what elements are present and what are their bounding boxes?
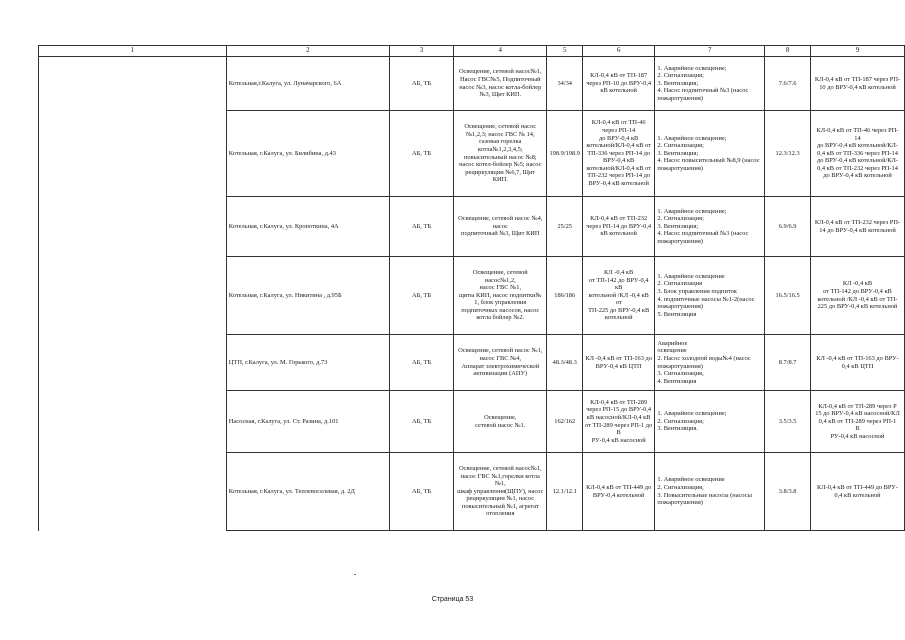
text-line: котельной/КЛ-0,4 кВ от — [586, 142, 651, 150]
text-line: насос ГВС №1, — [479, 284, 522, 292]
text-line: котельной — [604, 314, 633, 322]
equipment-list — [454, 453, 547, 531]
text-line: 1. Аварийное освещение — [657, 476, 725, 484]
table-body — [39, 57, 905, 531]
text-line: 0,4 кВ от ТП-336 через РП-14 — [817, 149, 898, 157]
text-line: до ВРУ-0,4 кВ — [599, 134, 639, 142]
text-line: щиты КИП, насос подпитки№ — [458, 291, 542, 299]
text-line: №1, — [494, 480, 506, 488]
text-line: Освещение, сетевой насос №1, — [458, 347, 543, 355]
text-line: КЛ-0,4 кВ от ТП-232 — [590, 215, 648, 223]
reserve-power: 3.8/3.8 — [765, 453, 811, 531]
text-line: КЛ-0,4 кВ от ТП-449 до ВРУ- — [817, 483, 898, 491]
column-header-5: 5 — [547, 46, 583, 57]
text-line: шкаф управления(ЩПУ), насос — [457, 487, 544, 495]
table-row — [39, 391, 905, 453]
text-line: повысительный насос №8; — [463, 153, 537, 161]
equipment-list — [454, 391, 547, 453]
empty-cell — [39, 57, 227, 111]
facility-name: Насосная, г.Калуга, ул. Ст. Разина, д.101 — [226, 391, 389, 453]
empty-cell — [39, 257, 227, 335]
text-line: 1. Аварийное освещение — [657, 272, 725, 280]
text-line: котельной/КЛ-0,4 кВ от — [586, 164, 651, 172]
data-table — [38, 45, 905, 531]
text-line: 10 до ВРУ-0,4 кВ котельной — [819, 83, 896, 91]
text-line: 14 до ВРУ-0,4 кВ котельной — [819, 226, 896, 234]
reserve-power: 3.5/3.5 — [765, 391, 811, 453]
empty-cell — [39, 111, 227, 197]
text-line: 0,4 кВ от ТП-232 через РП-14 — [817, 164, 898, 172]
power-value: 162/162 — [547, 391, 583, 453]
reserve-supply — [810, 111, 904, 197]
text-line: 3. Вентиляция; — [657, 149, 699, 157]
text-line: ВРУ-0,4 кВ — [603, 157, 635, 165]
text-line: кВ котельной — [600, 230, 637, 238]
empty-cell — [39, 335, 227, 391]
column-header-2: 2 — [226, 46, 389, 57]
battery-type: АБ, ТБ — [389, 335, 453, 391]
text-line: котла бойлер №2. — [476, 314, 525, 322]
text-line: №3, Щит КИП. — [479, 91, 522, 99]
reserve-supply — [810, 257, 904, 335]
power-value: 34/34 — [547, 57, 583, 111]
text-line: котельной /КЛ -0,4 кВ от — [588, 291, 649, 307]
facility-name: Котельная, г.Калуга, ул. Теплевоселевая, д. 2Д — [226, 453, 389, 531]
facility-name: Котельная,г.Калуга, ул. Луначарского, 6А — [226, 57, 389, 111]
text-line: 0,4 кВ котельной — [834, 491, 881, 499]
text-line: газовая горелка — [479, 138, 522, 146]
power-value: 48.3/48.3 — [547, 335, 583, 391]
text-line: РУ-0,4 кВ насосной — [591, 436, 646, 444]
text-line: пожаротушения) — [657, 303, 703, 311]
text-line: ТП-336 через РП-14 до — [587, 149, 651, 157]
text-line: 4. Насос подпиточный №3 (насос — [657, 87, 749, 95]
supply-line — [583, 197, 655, 257]
text-line: В — [616, 429, 621, 437]
supply-line — [583, 111, 655, 197]
text-line: через РП-14 — [602, 126, 636, 134]
scan-speck — [354, 574, 356, 575]
text-line: ТП-225 до ВРУ-0,4 кВ — [588, 306, 650, 314]
equipment-list — [454, 57, 547, 111]
text-line: 4. Вентиляция — [657, 377, 697, 385]
table-row — [39, 57, 905, 111]
text-line: ВРУ-0,4 котельной — [592, 491, 645, 499]
column-header-8: 8 — [765, 46, 811, 57]
text-line: до ВРУ-0,4 кВ котельной/КЛ- — [816, 157, 899, 165]
text-line: КЛ-0,4 кВ от ТП-449 до — [586, 483, 652, 491]
text-line: 14 — [854, 134, 861, 142]
column-header-3: 3 — [389, 46, 453, 57]
text-line: 3. Сигнализация, — [657, 370, 704, 378]
text-line: пожаротушения) — [657, 237, 703, 245]
text-line: через РП-14 до ВРУ-0,4 — [586, 222, 652, 230]
text-line: КЛ-0,4 кВ от ТП-187 через РП- — [814, 75, 901, 83]
text-line: 0,4 кВ ЦТП — [841, 362, 874, 370]
text-line: Насос ГВС№5, Подпиточный — [459, 75, 541, 83]
critical-consumers — [655, 111, 765, 197]
battery-type: АБ, ТБ — [389, 197, 453, 257]
text-line: освещение — [657, 347, 687, 355]
text-line: КЛ -0,4 кВ — [604, 268, 634, 276]
facility-name: Котельная, г.Калуга, ул. Никитина , д.95Б — [226, 257, 389, 335]
column-header-6: 6 — [583, 46, 655, 57]
text-line: от ТП-142 до ВРУ-0,4 кВ — [588, 276, 649, 292]
text-line: Освещение, сетевой насос№1, — [458, 464, 542, 472]
supply-line — [583, 257, 655, 335]
text-line: 2. Сигнализация; — [657, 215, 704, 223]
column-header-4: 4 — [454, 46, 547, 57]
text-line: до ВРУ-0,4 кВ котельной/КЛ- — [816, 142, 899, 150]
supply-line — [583, 335, 655, 391]
text-line: ВРУ-0,4 кВ котельной — [588, 180, 649, 188]
critical-consumers — [655, 57, 765, 111]
text-line: КЛ-0,4 кВ от ТП-46 — [591, 119, 646, 127]
text-line: 2. Сигнализация, — [657, 483, 704, 491]
supply-line — [583, 57, 655, 111]
text-line: Освещение, — [484, 413, 517, 421]
text-line: 1. Аварийное освещение; — [657, 64, 727, 72]
text-line: №1,2,3; насос ГВС № 14, — [465, 130, 535, 138]
reserve-supply — [810, 453, 904, 531]
power-value: 186/186 — [547, 257, 583, 335]
text-line: 2. Сигнализация — [657, 280, 703, 288]
text-line: ТП-232 через РП-14 до — [587, 172, 651, 180]
text-line: от ТП-142 до ВРУ-0,4 кВ — [823, 287, 892, 295]
text-line: 225 до ВРУ-0,4 кВ котельной — [817, 303, 898, 311]
text-line: через РП-15 до ВРУ-0,4 — [586, 406, 652, 414]
equipment-list — [454, 197, 547, 257]
reserve-power: 6.9/6.9 — [765, 197, 811, 257]
column-header-1: 1 — [39, 46, 227, 57]
text-line: КЛ -0,4 кВ от ТП-163 до — [585, 354, 652, 362]
column-header-9: 9 — [810, 46, 904, 57]
text-line: 1. Аварийное освещение; — [657, 410, 727, 418]
facility-name: ЦТП, г.Калуга, ул. М. Горького, д.73 — [226, 335, 389, 391]
battery-type: АБ, ТБ — [389, 257, 453, 335]
reserve-power: 8.7/8.7 — [765, 335, 811, 391]
table-row — [39, 111, 905, 197]
reserve-supply — [810, 335, 904, 391]
empty-cell — [39, 453, 227, 531]
text-line: рециркуляции №6,7, Щит — [465, 168, 536, 176]
text-line: насос ГВС №1,горелки котла — [460, 472, 540, 480]
supply-line — [583, 391, 655, 453]
text-line: пожаротушения) — [657, 94, 703, 102]
equipment-list — [454, 335, 547, 391]
text-line: Освещение, сетевой насос№1, — [458, 68, 542, 76]
empty-cell — [39, 391, 227, 453]
reserve-power: 16.5/16.5 — [765, 257, 811, 335]
battery-type: АБ, ТБ — [389, 391, 453, 453]
text-line: сетевой насос №1. — [475, 421, 526, 429]
table-row — [39, 197, 905, 257]
column-header-7: 7 — [655, 46, 765, 57]
text-line: 5. Вентиляция — [657, 310, 697, 318]
text-line: КЛ -0,4 кВ — [842, 280, 873, 288]
text-line: 4. Насос повысительный №8,9 (насос — [657, 157, 760, 165]
text-line: Освещение, сетевой насос №4, насос — [458, 215, 543, 230]
text-line: рециркуляции №1, насос — [466, 495, 535, 503]
text-line: через РП-10 до ВРУ-0,4 — [586, 79, 652, 87]
text-line: насос котел-бойлер №5; насос — [459, 161, 542, 169]
text-line: 4. Насос подпиточный №3 (насос — [657, 230, 749, 238]
text-line: 4. подпиточные насосы №1-2(насос — [657, 295, 755, 303]
header-row — [39, 46, 905, 57]
text-line: 2. Сигнализация; — [657, 417, 704, 425]
text-line: КЛ-0,4 кВ от ТП-289 через Р — [818, 402, 897, 410]
reserve-power: 12.3/12.3 — [765, 111, 811, 197]
text-line: подпиточный №3, Щит КИП — [461, 230, 540, 238]
equipment-list — [454, 257, 547, 335]
supply-line — [583, 453, 655, 531]
text-line: от ТП-289 через РП-1 до — [585, 421, 653, 429]
text-line: пожаротушения) — [657, 164, 703, 172]
text-line: отопления — [486, 510, 515, 518]
text-line: КЛ-0,4 кВ от ТП-289 — [590, 398, 648, 406]
reserve-supply — [810, 197, 904, 257]
page-number: Страница 53 — [431, 596, 474, 603]
text-line: Освещение, сетевой — [472, 268, 528, 276]
facility-name: Котельная, г.Калуга, ул. Кропоткина, 4А — [226, 197, 389, 257]
text-line: 3. Повысительные насосы (насосы — [657, 491, 752, 499]
table-row — [39, 257, 905, 335]
text-line: Аппарат электрохимической — [461, 362, 540, 370]
text-line: Аварийное — [657, 339, 688, 347]
table-row — [39, 453, 905, 531]
power-value: 25/25 — [547, 197, 583, 257]
battery-type: АБ, ТБ — [389, 57, 453, 111]
text-line: кВ котельной — [600, 87, 637, 95]
reserve-power: 7.6/7.6 — [765, 57, 811, 111]
text-line: кВ насосной/КЛ-0,4 кВ — [586, 413, 651, 421]
critical-consumers — [655, 453, 765, 531]
text-line: КЛ-0,4 кВ от ТП-46 через РП- — [816, 126, 899, 134]
critical-consumers — [655, 391, 765, 453]
text-line: активизации (АПУ) — [473, 370, 528, 378]
text-line: 3. Вентиляция; — [657, 222, 699, 230]
text-line: насос№1,2, — [484, 276, 516, 284]
text-line: 3. Вентиляция; — [657, 79, 699, 87]
power-value: 198.9/198.9 — [547, 111, 583, 197]
text-line: пожаротушения) — [657, 499, 703, 507]
text-line: 2. Сигнализация; — [657, 72, 704, 80]
text-line: Освещение, сетевой насос — [464, 123, 537, 131]
critical-consumers — [655, 335, 765, 391]
text-line: насос ГВС №4, — [479, 354, 522, 362]
text-line: КЛ -0,4 кВ от ТП-163 до ВРУ- — [816, 354, 899, 362]
text-line: пожаротушения) — [657, 362, 703, 370]
text-line: 3. Вентиляция. — [657, 425, 698, 433]
text-line: 0,4 кВ от ТП-289 через РП-1 — [818, 417, 897, 425]
text-line: КЛ-0,4 кВ от ТП-187 — [590, 72, 648, 80]
text-line: 1. Аварийное освещение; — [657, 207, 727, 215]
text-line: 2. Сигнализация; — [657, 142, 704, 150]
text-line: РУ-0,4 кВ насосной — [830, 432, 885, 440]
text-line: повысительный №1, агрегат — [461, 502, 539, 510]
text-line: котла№1,2,3,4,5; — [477, 145, 523, 153]
power-value: 12.1/12.1 — [547, 453, 583, 531]
text-line: 15 до ВРУ-0,4 кВ насосной/КЛ — [815, 410, 900, 418]
text-line: до ВРУ-0,4 кВ котельной — [823, 172, 892, 180]
text-line: 1, блок управления — [474, 299, 527, 307]
reserve-supply — [810, 391, 904, 453]
text-line: В — [855, 425, 860, 433]
text-line: подпиточных насосов, насос — [461, 306, 540, 314]
text-line: котельной /КЛ -0,4 кВ от ТП- — [817, 295, 898, 303]
critical-consumers — [655, 197, 765, 257]
facility-name: Котельная, г.Калуга, ул. Билибина, д.43 — [226, 111, 389, 197]
battery-type: АБ, ТБ — [389, 453, 453, 531]
text-line: КЛ-0,4 кВ от ТП-232 через РП- — [814, 218, 901, 226]
empty-cell — [39, 197, 227, 257]
battery-type: АБ, ТБ — [389, 111, 453, 197]
text-line: 3. Блок управления подпиток — [657, 287, 737, 295]
critical-consumers — [655, 257, 765, 335]
text-line: ВРУ-0,4 кВ ЦТП — [595, 362, 642, 370]
text-line: КИП. — [492, 176, 508, 184]
table-row — [39, 335, 905, 391]
text-line: 2. Насос холодной воды№4 (насос — [657, 354, 751, 362]
equipment-list — [454, 111, 547, 197]
reserve-supply — [810, 57, 904, 111]
text-line: 1. Аварийное освещение; — [657, 134, 727, 142]
text-line: насос №3, насос котла-бойлер — [459, 83, 542, 91]
